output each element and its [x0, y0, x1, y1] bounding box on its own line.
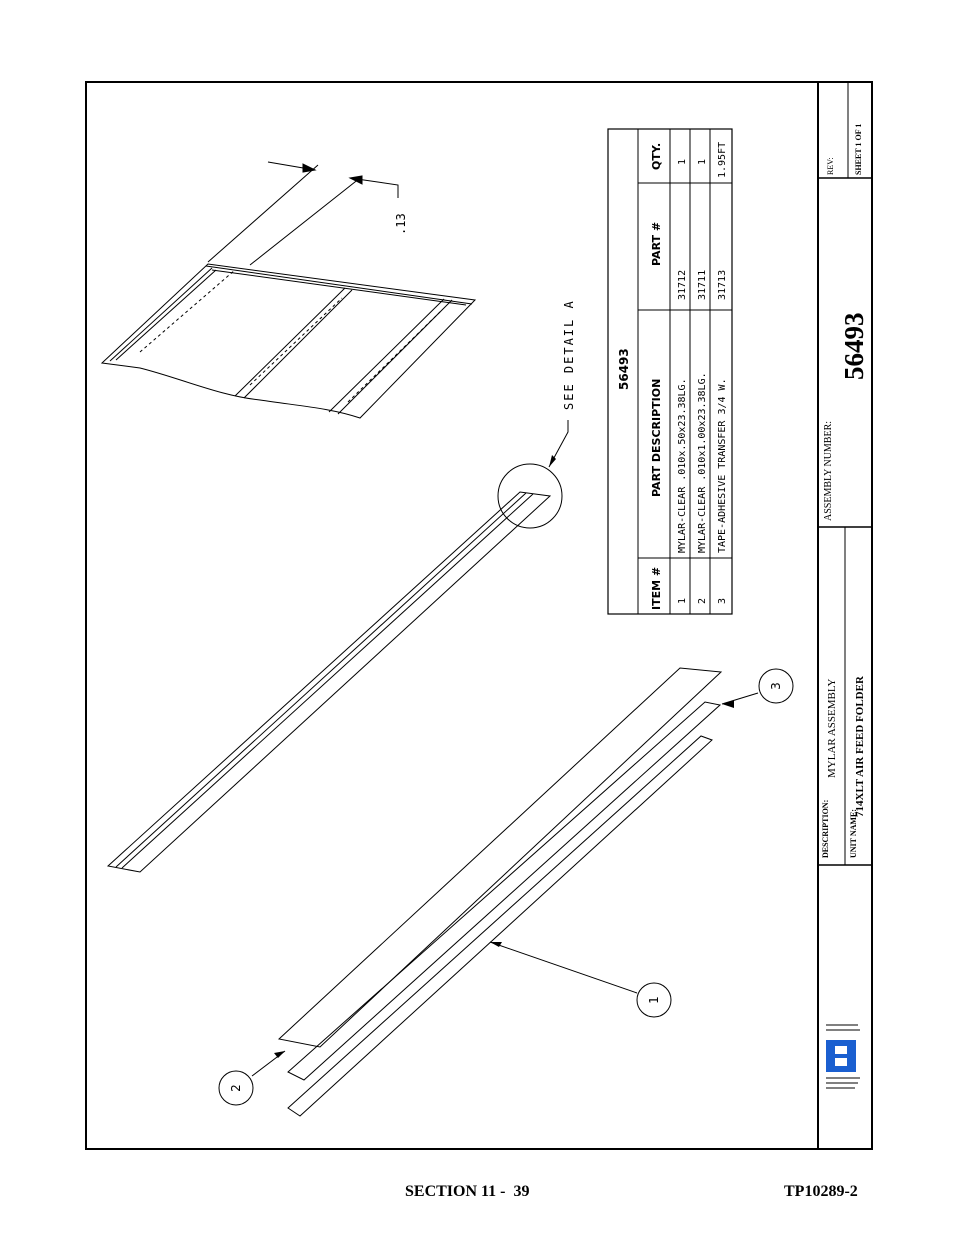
rev-label: REV: [826, 157, 835, 175]
callout-2-label: 2 [229, 1084, 243, 1092]
detail-a-view [102, 162, 475, 418]
bom-row-3-qty: 1.95FT [717, 141, 728, 178]
drawing-border [86, 82, 872, 1149]
bom-row-2-part: 31711 [697, 269, 708, 300]
dimension-label: .13 [394, 213, 408, 235]
bom-row-1-description: MYLAR-CLEAR .010x.50x23.38LG. [677, 378, 688, 553]
callout-3-label: 3 [769, 682, 783, 690]
callout-1-label: 1 [647, 996, 661, 1004]
document-number: TP10289-2 [784, 1183, 858, 1200]
detail-a-circle [498, 464, 562, 528]
unit-name-label: UNIT NAME: [849, 809, 858, 858]
assembly-number-label: ASSEMBLY NUMBER: [823, 420, 834, 521]
bom-row-1-part: 31712 [677, 269, 688, 300]
see-detail-note: SEE DETAIL A [562, 299, 576, 410]
bom-row-1-item: 1 [677, 597, 688, 604]
section-number: SECTION 11 - 39 [405, 1183, 530, 1200]
bom-row-3-item: 3 [717, 597, 728, 604]
assembly-number: 56493 [839, 312, 869, 380]
bom-title: 56493 [617, 348, 631, 390]
bom-row-3-part: 31713 [717, 269, 728, 300]
bom-header-qty: QTY. [650, 142, 663, 170]
assembled-strip [108, 492, 550, 872]
description-value: MYLAR ASSEMBLY [826, 678, 838, 778]
bom-row-2-item: 2 [697, 597, 708, 604]
bom-row-3-description: TAPE-ADHESIVE TRANSFER 3/4 W. [717, 378, 728, 553]
description-label: DESCRIPTION: [821, 799, 830, 858]
company-logo [826, 1025, 860, 1088]
bom-row-2-qty: 1 [697, 158, 708, 165]
bom-row-1-qty: 1 [677, 158, 688, 165]
bom-header-part: PART # [650, 221, 663, 266]
callout-leaders [252, 693, 758, 1076]
part-item-3 [288, 702, 720, 1080]
part-item-1 [288, 736, 712, 1116]
bom-row-2-description: MYLAR-CLEAR .010x1.00x23.38LG. [697, 372, 708, 553]
bom-header-description: PART DESCRIPTION [650, 378, 663, 497]
bom-table [608, 129, 732, 614]
sheet-number: SHEET 1 OF 1 [854, 123, 863, 175]
bom-header-item: ITEM # [650, 566, 663, 610]
unit-name-value: 714XLT AIR FEED FOLDER [854, 676, 866, 817]
exploded-parts [279, 668, 721, 1116]
